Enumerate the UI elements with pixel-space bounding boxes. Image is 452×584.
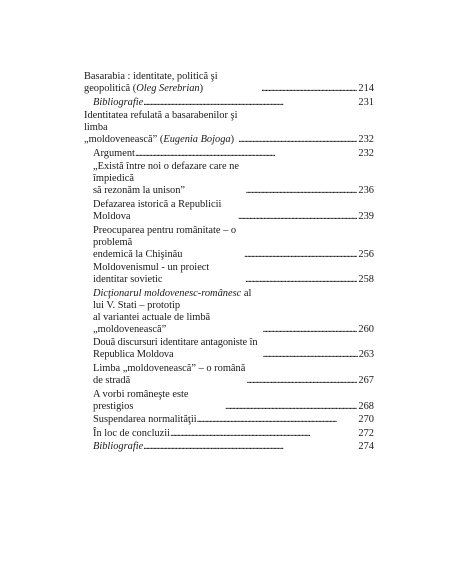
toc-entry-page: 214 <box>358 83 374 94</box>
dot-leader <box>170 428 357 440</box>
toc-entry-page: 272 <box>358 427 374 439</box>
toc-entry <box>84 288 374 336</box>
toc-entry <box>84 262 374 286</box>
toc-entry-title: Două discursuri identitare antagoniste în Republica Moldova <box>93 337 258 361</box>
toc-entry <box>84 148 374 160</box>
dot-leader <box>225 401 357 413</box>
dot-leader <box>245 274 357 286</box>
toc-entry-title: Moldovenismul - un proiect identitar sovietic <box>93 262 210 286</box>
toc-entry <box>84 71 374 95</box>
toc-entry-title: Bibliografie <box>93 441 144 453</box>
toc-entry-title: În loc de concluzii <box>93 427 171 439</box>
dot-leader <box>247 375 358 387</box>
toc-entry <box>84 110 374 146</box>
toc-entry <box>84 441 374 453</box>
toc-entry-page: 231 <box>358 96 374 108</box>
toc-entry-page: 232 <box>358 134 374 146</box>
dot-leader <box>244 249 357 261</box>
toc-entry-title: Suspendarea normalităţii <box>93 414 197 426</box>
toc-entry-title: Dicţionarul moldovenesc-românesc al lui V. Stati – prototip al variantei actuale de limbă „moldovenească” <box>93 287 252 335</box>
toc-entry <box>84 414 374 426</box>
dot-leader <box>135 148 357 160</box>
dot-leader <box>143 441 357 453</box>
toc-entry-title: Basarabia : identitate, politică şi geopolitică (Oleg Serebrian) <box>84 71 218 94</box>
toc-entry-page: 258 <box>358 274 374 286</box>
toc-entry-title: Limba „moldovenească” – o română de stradă <box>93 362 246 386</box>
toc-entry-title: Identitatea refulată a basarabenilor şi limba „moldovenească” (Eugenia Bojoga) <box>84 110 238 146</box>
toc-entry <box>84 428 374 440</box>
toc-entry-title: Defazarea istorică a Republicii Moldova <box>93 198 222 222</box>
toc-entry-page: 274 <box>358 441 374 453</box>
toc-entry <box>84 199 374 223</box>
toc-entry-page: 270 <box>358 414 374 426</box>
dot-leader <box>197 414 358 426</box>
toc-entry-title: „Există între noi o defazare care ne împiedică să rezonăm la unison” <box>93 161 239 197</box>
dot-leader <box>238 211 357 223</box>
toc-entry-page: 239 <box>358 210 374 222</box>
toc-entry <box>84 97 374 109</box>
toc-entry-page: 267 <box>358 374 374 386</box>
dot-leader <box>263 349 358 361</box>
toc-entry-page: 268 <box>358 400 374 412</box>
dot-leader <box>143 97 357 109</box>
toc-entry <box>84 337 374 361</box>
toc-entry <box>84 389 374 413</box>
toc-entry-title: A vorbi româneşte este prestigios <box>93 388 189 412</box>
toc-entry-page: 260 <box>358 323 374 335</box>
dot-leader <box>261 83 357 95</box>
toc-entry-title: Bibliografie <box>93 96 144 108</box>
toc-entry <box>84 161 374 197</box>
toc-entry <box>84 363 374 387</box>
dot-leader <box>238 134 357 146</box>
toc-entry-page: 256 <box>358 248 374 260</box>
toc-entry-page: 236 <box>358 185 374 197</box>
toc-entry-title: Preocuparea pentru românitate – o problemă endemică la Chişinău <box>93 224 237 260</box>
toc-entry <box>84 225 374 261</box>
dot-leader <box>263 324 358 336</box>
dot-leader <box>246 185 358 197</box>
toc-entry-page: 232 <box>358 147 374 159</box>
toc-entry-title: Argument <box>93 147 135 159</box>
toc-entry-page: 263 <box>358 349 374 361</box>
table-of-contents <box>84 71 374 455</box>
